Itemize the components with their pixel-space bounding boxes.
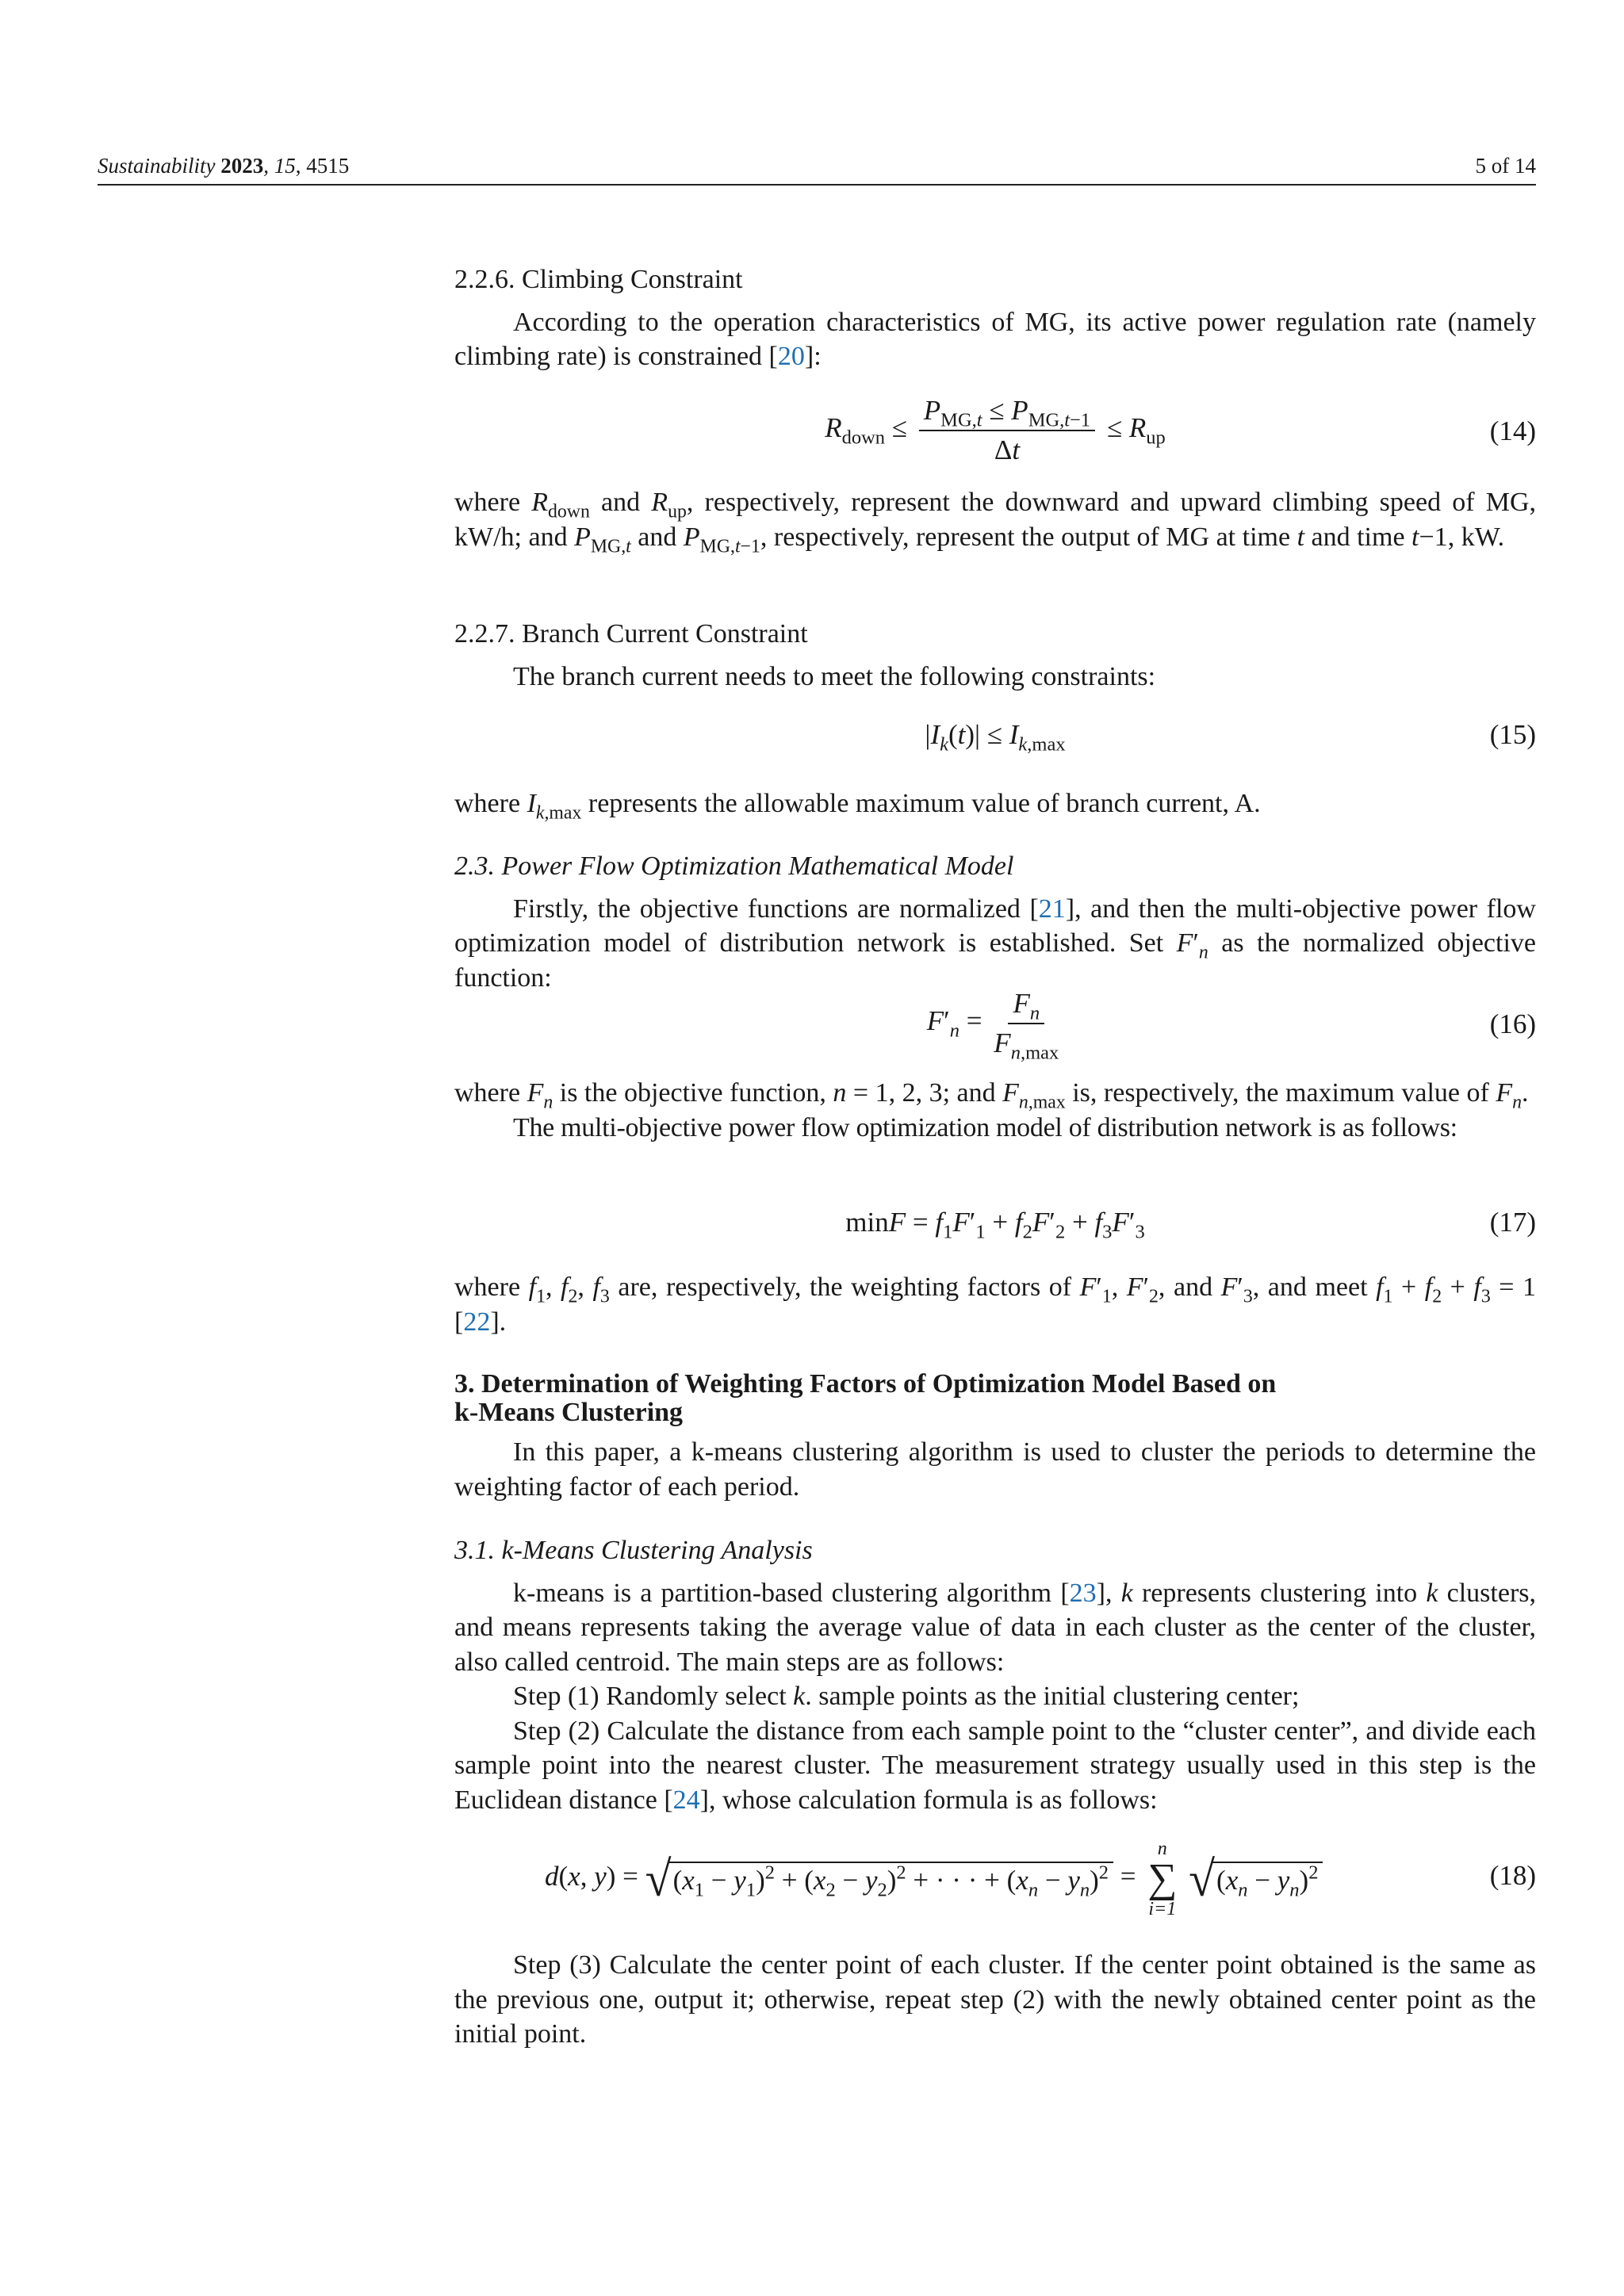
paragraph: where $F_n$ is the objective function, n = 1, 2, 3; and $F_{n,max}$ is, respectively, the maximum value of $F_n$. xyxy=(454,1078,1529,1113)
equation-number: (18) xyxy=(1489,1860,1536,1891)
section-2-3-where2 xyxy=(454,1270,1536,1339)
page-number: 5 of 14 xyxy=(1475,154,1536,178)
paragraph: In this paper, a k-means clustering algorithm is used to cluster the periods to determine the weighting factor of each period. xyxy=(454,1437,1536,1502)
section-heading: 2.2.7. Branch Current Constraint xyxy=(454,619,808,649)
section-2-2-7-where xyxy=(454,786,1536,824)
equation-16 xyxy=(454,989,1536,1069)
paragraph: According to the operation characteristics of MG, its active power regulation rate (namely climbing rate) is constrained [20]: xyxy=(454,307,1536,371)
equation-number: (16) xyxy=(1489,1008,1536,1039)
paragraph: The multi-objective power flow optimization model of distribution network is as follows: xyxy=(513,1112,1457,1142)
section-3-1-step3 xyxy=(454,1948,1536,2052)
section-2-2-7 xyxy=(454,617,1536,694)
paragraph: k-means is a partition-based clustering algorithm [23], k represents clustering into k clusters, and means represents taking the average value of data in each cluster as the center of the cluster, also called centroid. The main steps are as follows: xyxy=(454,1578,1537,1677)
section-2-3-where xyxy=(454,1076,1536,1145)
equation-body: $|I_k(t)| \le I_{k,max}$ xyxy=(925,719,1066,756)
equation-17 xyxy=(454,1207,1536,1248)
citation-link[interactable]: 24 xyxy=(672,1785,700,1815)
section-2-2-6-where xyxy=(454,485,1537,557)
citation-link[interactable]: 21 xyxy=(1038,894,1066,924)
journal-year: 2023 xyxy=(220,154,264,178)
paragraph: The branch current needs to meet the following constraints: xyxy=(513,661,1156,691)
journal-volume: 15 xyxy=(274,154,296,178)
header-rule xyxy=(98,184,1536,186)
section-heading: 2.2.6. Climbing Constraint xyxy=(454,265,743,294)
section-2-2-6 xyxy=(454,262,1536,374)
equation-14 xyxy=(454,396,1536,476)
citation-link[interactable]: 22 xyxy=(463,1307,491,1337)
paragraph: where $I_{k,max}$ represents the allowable maximum value of branch current, A. xyxy=(454,789,1261,824)
paragraph: Step (1) Randomly select k. sample points as the initial clustering center; xyxy=(513,1682,1300,1711)
equation-number: (17) xyxy=(1489,1207,1536,1238)
article-number: 4515 xyxy=(306,154,350,178)
journal-citation: Sustainability 2023, 15, 4515 xyxy=(98,154,350,178)
equation-18 xyxy=(454,1838,1536,1925)
equation-body: $\min F = f_1F'_1 + f_2F'_2 + f_3F'_3$ xyxy=(845,1207,1145,1243)
paragraph: Firstly, the objective functions are normalized [21], and then the multi-objective power flow optimization model of distribution network is established. Set $F'_n$ as the normalized objective function: xyxy=(454,894,1537,993)
section-heading: 2.3. Power Flow Optimization Mathematical Model xyxy=(454,851,1014,881)
equation-body: $R_{down}$ ≤ $\frac{P_{MG,t} \le P_{MG,t-1}}{\Delta t}$ ≤ $R_{up}$ xyxy=(825,395,1166,465)
citation-link[interactable]: 20 xyxy=(777,342,805,371)
citation-link[interactable]: 23 xyxy=(1069,1578,1097,1608)
section-3-1 xyxy=(454,1533,1536,1817)
equation-body: $F'_n$ = $\frac{F_n}{F_{n,max}}$ xyxy=(926,988,1059,1064)
paragraph: Step (3) Calculate the center point of each cluster. If the center point obtained is the same as the previous one, output it; otherwise, repeat step (2) with the newly obtained center point as the initial point. xyxy=(454,1950,1536,2049)
running-header xyxy=(98,149,1536,186)
journal-name: Sustainability xyxy=(98,154,216,178)
section-2-3 xyxy=(454,849,1536,995)
paragraph: where $R_{down}$ and $R_{up}$, respectively, represent the downward and upward climbing speed of MG, kW/h; and $P_{MG,t}$ and $P_{MG,t-1}$, respectively, represent the output of MG at time t and time t−1, kW. xyxy=(454,488,1537,557)
equation-number: (14) xyxy=(1489,415,1536,446)
section-heading: 3.1. k-Means Clustering Analysis xyxy=(454,1536,813,1565)
section-3 xyxy=(454,1370,1536,1504)
paragraph: where $f_1$, $f_2$, $f_3$ are, respectively, the weighting factors of $F'_1$, $F'_2$, and $F'_3$, and meet $f_1 + f_2 + f_3 = 1$ [22]. xyxy=(454,1272,1537,1337)
equation-body: d(x, $y) = √(x_1 - y_1)^2 + (x_2 - y_2)^2$ + · · · + $(x_n - y_n)^2$ = n ∑ i=1 $√(x_n - y_n)^2$ xyxy=(545,1838,1536,1920)
section-heading: 3. Determination of Weighting Factors of Optimization Model Based on k-Means Clustering xyxy=(454,1369,1277,1427)
equation-15 xyxy=(454,719,1536,760)
paragraph: Step (2) Calculate the distance from each sample point to the “cluster center”, and divide each sample point into the nearest cluster. The measurement strategy usually used in this step is the Euclidean distance [24], whose calculation formula is as follows: xyxy=(454,1716,1536,1815)
equation-number: (15) xyxy=(1489,719,1536,750)
